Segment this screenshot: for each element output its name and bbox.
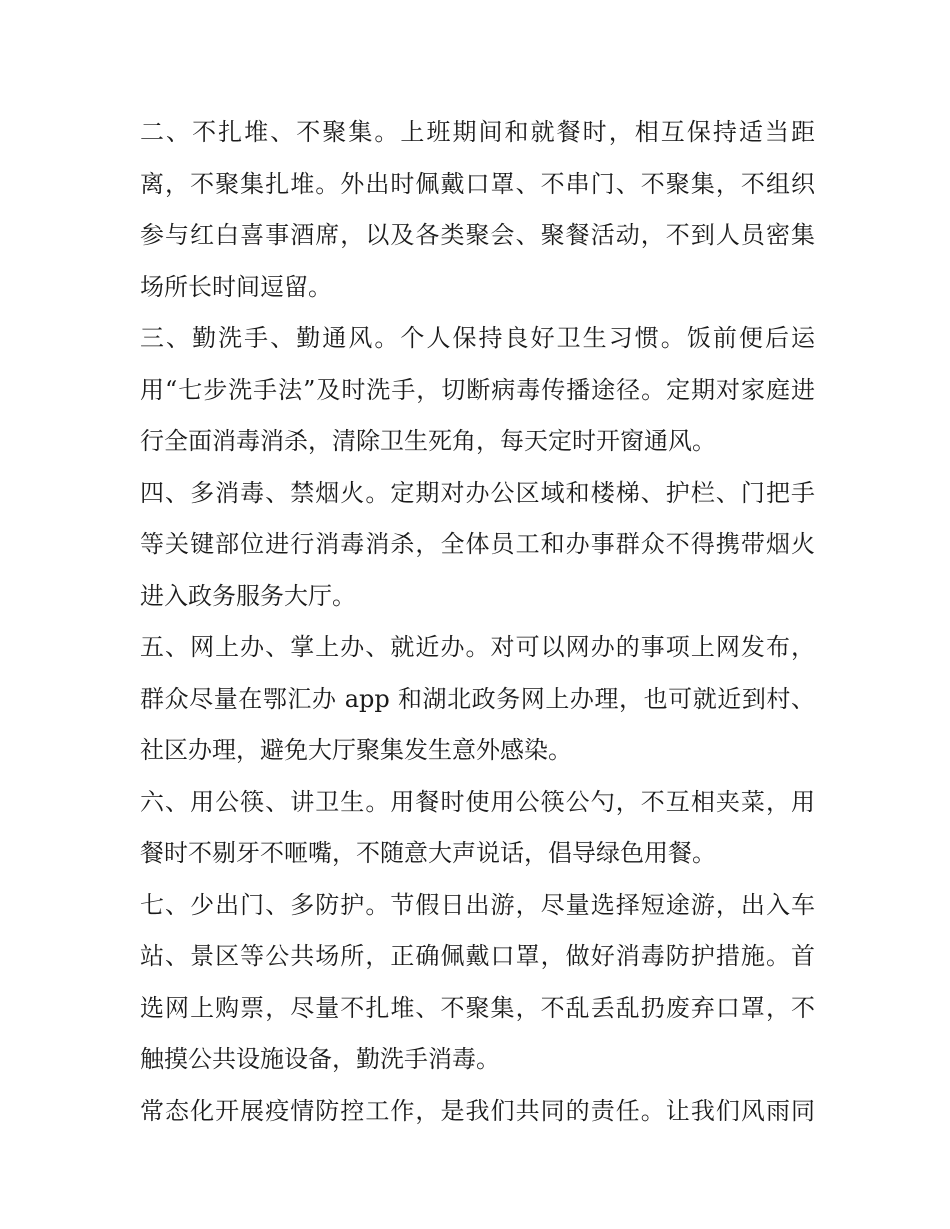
text-line: 触摸公共设施设备，勤洗手消毒。 (140, 1045, 500, 1073)
text-line: 常态化开展疫情防控工作，是我们共同的责任。让我们风雨同 (140, 1096, 815, 1125)
text-line: 四、多消毒、禁烟火。定期对办公区域和楼梯、护栏、门把手 (140, 478, 815, 507)
text-line: 餐时不剔牙不咂嘴，不随意大声说话，倡导绿色用餐。 (140, 839, 716, 867)
text-line: 七、少出门、多防护。节假日出游，尽量选择短途游，出入车 (140, 890, 815, 919)
text-line: 选网上购票，尽量不扎堆、不聚集，不乱丢乱扔废弃口罩，不 (140, 993, 815, 1022)
text-line: 等关键部位进行消毒消杀，全体员工和办事群众不得携带烟火 (140, 530, 815, 558)
text-line: 参与红白喜事酒席，以及各类聚会、聚餐活动，不到人员密集 (140, 221, 815, 249)
paragraph-closing (140, 1086, 815, 1138)
text-line: 社区办理，避免大厅聚集发生意外感染。 (140, 736, 572, 764)
paragraph-7 (140, 880, 815, 1086)
text-line: 离，不聚集扎堆。外出时佩戴口罩、不串门、不聚集，不组织 (140, 169, 815, 198)
paragraph-4 (140, 468, 815, 623)
paragraph-2 (140, 107, 815, 313)
text-line: 站、景区等公共场所，正确佩戴口罩，做好消毒防护措施。首 (140, 942, 815, 970)
paragraph-6 (140, 777, 815, 880)
text-line: 六、用公筷、讲卫生。用餐时使用公筷公勺，不互相夹菜，用 (140, 787, 815, 816)
text-line: 进入政务服务大厅。 (140, 581, 356, 610)
text-line: 用“七步洗手法”及时洗手，切断病毒传播途径。定期对家庭进 (140, 375, 815, 404)
text-line: 三、勤洗手、勤通风。个人保持良好卫生习惯。饭前便后运 (140, 324, 815, 352)
text-line: 行全面消毒消杀，清除卫生死角，每天定时开窗通风。 (140, 427, 716, 455)
text-line: 群众尽量在鄂汇办 app 和湖北政务网上办理，也可就近到村、 (140, 684, 815, 713)
document-body (140, 107, 815, 1137)
text-line: 场所长时间逗留。 (140, 272, 332, 301)
text-line: 五、网上办、掌上办、就近办。对可以网办的事项上网发布， (140, 633, 815, 661)
text-line: 二、不扎堆、不聚集。上班期间和就餐时，相互保持适当距 (140, 118, 815, 146)
paragraph-3 (140, 313, 815, 468)
paragraph-5 (140, 622, 815, 777)
